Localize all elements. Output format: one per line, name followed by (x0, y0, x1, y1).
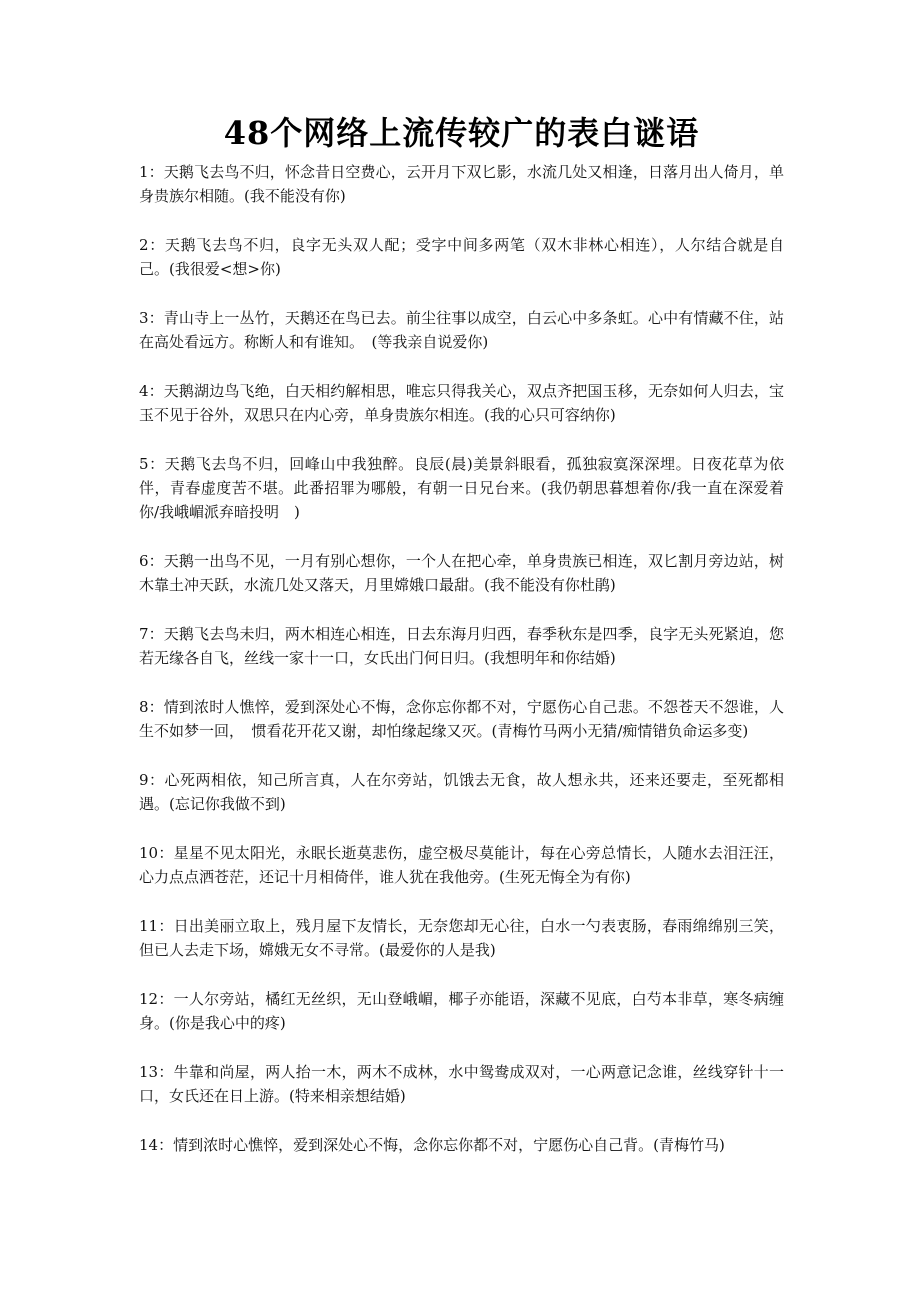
riddle-item: 2：天鹅飞去鸟不归，良字无头双人配；受字中间多两笔（双木非林心相连），人尔结合就是自己。(我很爱<想>你) (139, 236, 784, 278)
riddle-item: 9：心死两相依，知己所言真，人在尔旁站，饥饿去无食，故人想永共，还来还要走，至死都相遇。(忘记你我做不到) (139, 771, 784, 813)
riddle-list (139, 160, 784, 1157)
riddle-item: 3：青山寺上一丛竹，天鹅还在鸟已去。前尘往事以成空，白云心中多条虹。心中有情藏不住，站在高处看远方。称断人和有谁知。 (等我亲自说爱你) (139, 309, 784, 351)
riddle-item: 7：天鹅飞去鸟未归，两木相连心相连，日去东海月归西，春季秋东是四季，良字无头死紧迫，您若无缘各自飞，丝线一家十一口，女氏出门何日归。(我想明年和你结婚) (139, 625, 784, 667)
riddle-item: 14：情到浓时心憔悴，爱到深处心不悔，念你忘你都不对，宁愿伤心自己背。(青梅竹马) (139, 1136, 725, 1154)
riddle-item: 1：天鹅飞去鸟不归，怀念昔日空费心，云开月下双匕影，水流几处又相逢，日落月出人倚月，单身贵族尔相随。(我不能没有你) (139, 163, 784, 205)
riddle-item: 8：情到浓时人憔悴，爱到深处心不悔，念你忘你都不对，宁愿伤心自己悲。不怨苍天不怨谁，人生不如梦一回， 惯看花开花又谢，却怕缘起缘又灭。(青梅竹马两小无猜/痴情错负命运多变) (139, 698, 784, 740)
riddle-item: 13：牛靠和尚屋，两人抬一木，两木不成林，水中鸳鸯成双对，一心两意记念谁，丝线穿针十一口，女氏还在日上游。(特来相亲想结婚) (139, 1063, 784, 1105)
riddle-item: 10：星星不见太阳光，永眠长逝莫悲伤，虚空极尽莫能计，每在心旁总情长，人随水去泪汪汪，心力点点洒苍茫，还记十月相倚伴，谁人犹在我他旁。(生死无悔全为有你) (139, 844, 784, 886)
document-page (139, 110, 784, 1182)
riddle-item: 5：天鹅飞去鸟不归，回峰山中我独醉。良辰(晨)美景斜眼看，孤独寂寞深深埋。日夜花草为依伴，青春虚度苦不堪。此番招罪为哪般，有朝一日兄台来。(我仍朝思暮想着你/我一直在深爱着你/我峨嵋派弃暗投明 ) (139, 455, 784, 521)
riddle-item: 4：天鹅湖边鸟飞绝，白天相约解相思，唯忘只得我关心，双点齐把国玉移，无奈如何人归去，宝玉不见于谷外，双思只在内心旁，单身贵族尔相连。(我的心只可容纳你) (139, 382, 784, 424)
document-title: 48个网络上流传较广的表白谜语 (223, 114, 700, 152)
riddle-item: 6：天鹅一出鸟不见，一月有别心想你，一个人在把心牵，单身贵族已相连，双匕割月旁边站，树木靠土冲天跃，水流几处又落天，月里嫦娥口最甜。(我不能没有你杜鹃) (139, 552, 784, 594)
riddle-item: 11：日出美丽立取上，残月屋下友情长，无奈您却无心往，白水一勺表衷肠，春雨绵绵别三笑，但已人去走下场，嫦娥无女不寻常。(最爱你的人是我) (139, 917, 784, 959)
riddle-item: 12：一人尔旁站，橘红无丝织，无山登峨嵋，椰子亦能语，深藏不见底，白芍本非草，寒冬病缠身。(你是我心中的疼) (139, 990, 784, 1032)
